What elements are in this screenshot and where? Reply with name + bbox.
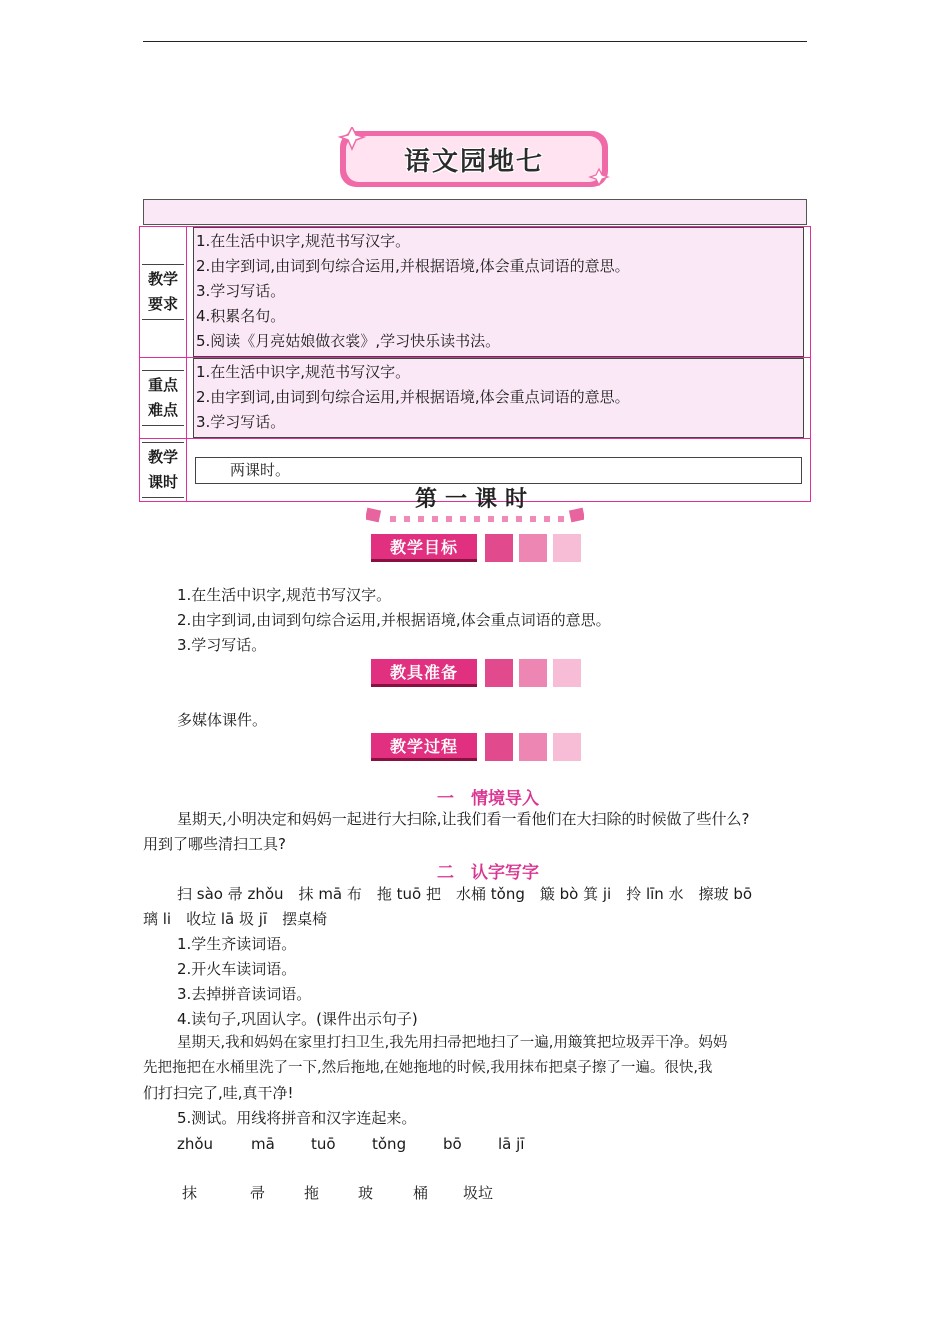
decor-square — [553, 534, 581, 562]
step-item: 3.去掉拼音读词语。 — [177, 985, 312, 1003]
char-item: 拖 — [304, 1184, 320, 1202]
key-points-label-1: 重点 — [147, 376, 178, 394]
key-points-label — [140, 358, 187, 439]
decor-square — [485, 659, 513, 687]
goals-label: 教学目标 — [371, 534, 477, 562]
goal-item: 1.在生活中识字,规范书写汉字。 — [177, 586, 392, 604]
pinyin-item: lā jī — [498, 1135, 525, 1153]
decor-square — [519, 733, 547, 761]
decor-square — [485, 534, 513, 562]
key-points-box — [193, 358, 804, 438]
step-item: 1.学生齐读词语。 — [177, 935, 297, 953]
decor-square — [519, 659, 547, 687]
char-item: 帚 — [250, 1184, 266, 1202]
sentence-line: 星期天,我和妈妈在家里打扫卫生,我先用扫帚把地扫了一遍,用簸箕把垃圾弄干净。妈妈 — [177, 1035, 728, 1051]
requirement-item: 3.学习写话。 — [196, 282, 286, 300]
decor-square — [519, 534, 547, 562]
part1-text: 星期天,小明决定和妈妈一起进行大扫除,让我们看一看他们在大扫除的时候做了些什么? — [177, 810, 750, 828]
key-points-label-2: 难点 — [147, 401, 178, 419]
lesson-info-table — [139, 226, 811, 502]
requirements-box — [193, 227, 804, 357]
decor-square — [553, 733, 581, 761]
char-item: 圾垃 — [463, 1184, 494, 1202]
hours-label-2: 课时 — [147, 473, 178, 491]
pinyin-item: tuō — [311, 1135, 336, 1153]
sentence-line: 们打扫完了,哇,真干净! — [143, 1084, 294, 1102]
goal-item: 3.学习写话。 — [177, 636, 267, 654]
page-title: 语文园地七 — [403, 147, 544, 177]
requirement-item: 2.由字到词,由词到句综合运用,并根据语境,体会重点词语的意思。 — [196, 257, 630, 275]
key-points-content — [187, 358, 811, 439]
vocab-line: 扫 sào 帚 zhǒu 抹 mā 布 拖 tuō 把 水桶 tǒng 簸 bò 箕 ji 拎 līn 水 擦玻 bō — [177, 885, 753, 903]
requirements-content — [187, 227, 811, 358]
key-point-item: 1.在生活中识字,规范书写汉字。 — [196, 363, 411, 381]
requirements-label-1: 教学 — [147, 270, 178, 288]
part1-text: 用到了哪些清扫工具? — [143, 835, 286, 853]
sentence-line: 先把拖把在水桶里洗了一下,然后拖地,在她拖地的时候,我用抹布把桌子擦了一遍。很快,我 — [143, 1060, 713, 1076]
goal-item: 2.由字到词,由词到句综合运用,并根据语境,体会重点词语的意思。 — [177, 611, 611, 629]
char-item: 玻 — [358, 1184, 374, 1202]
requirement-item: 1.在生活中识字,规范书写汉字。 — [196, 232, 411, 250]
hours-box — [195, 457, 802, 484]
session-underline-icon — [366, 482, 584, 528]
session-heading — [366, 482, 584, 528]
test-instruction: 5.测试。用线将拼音和汉字连起来。 — [177, 1109, 417, 1127]
char-item: 抹 — [182, 1184, 198, 1202]
char-item: 桶 — [413, 1184, 429, 1202]
pinyin-item: tǒng — [372, 1135, 407, 1153]
requirement-item: 5.阅读《月亮姑娘做衣裳》,学习快乐读书法。 — [196, 332, 501, 350]
decor-square — [553, 659, 581, 687]
requirements-label — [140, 227, 187, 358]
decor-square — [485, 733, 513, 761]
pinyin-item: bō — [443, 1135, 462, 1153]
requirement-item: 4.积累名句。 — [196, 307, 286, 325]
key-points-row — [140, 358, 811, 439]
hours-value: 两课时。 — [230, 461, 291, 479]
requirements-row — [140, 227, 811, 358]
step-item: 2.开火车读词语。 — [177, 960, 297, 978]
prep-section-tag — [371, 657, 581, 689]
part2-heading: 二 认字写字 — [437, 863, 539, 883]
hours-label — [140, 439, 187, 502]
hours-label-1: 教学 — [147, 448, 178, 466]
pinyin-item: mā — [251, 1135, 275, 1153]
key-point-item: 2.由字到词,由词到句综合运用,并根据语境,体会重点词语的意思。 — [196, 388, 630, 406]
key-point-item: 3.学习写话。 — [196, 413, 286, 431]
process-section-tag — [371, 731, 581, 763]
vocab-line: 璃 li 收垃 lā 圾 jī 摆桌椅 — [143, 910, 328, 928]
step-item: 4.读句子,巩固认字。(课件出示句子) — [177, 1010, 418, 1028]
prep-label: 教具准备 — [371, 659, 477, 687]
header-rule — [143, 41, 807, 42]
header-bar — [143, 199, 807, 225]
title-badge — [334, 127, 614, 191]
part1-heading: 一 情境导入 — [437, 789, 539, 809]
process-label: 教学过程 — [371, 733, 477, 761]
goals-section-tag — [371, 532, 581, 564]
prep-text: 多媒体课件。 — [177, 711, 268, 729]
requirements-label-2: 要求 — [147, 295, 178, 313]
session-title: 第一课时 — [414, 487, 535, 512]
pinyin-item: zhǒu — [177, 1135, 214, 1153]
